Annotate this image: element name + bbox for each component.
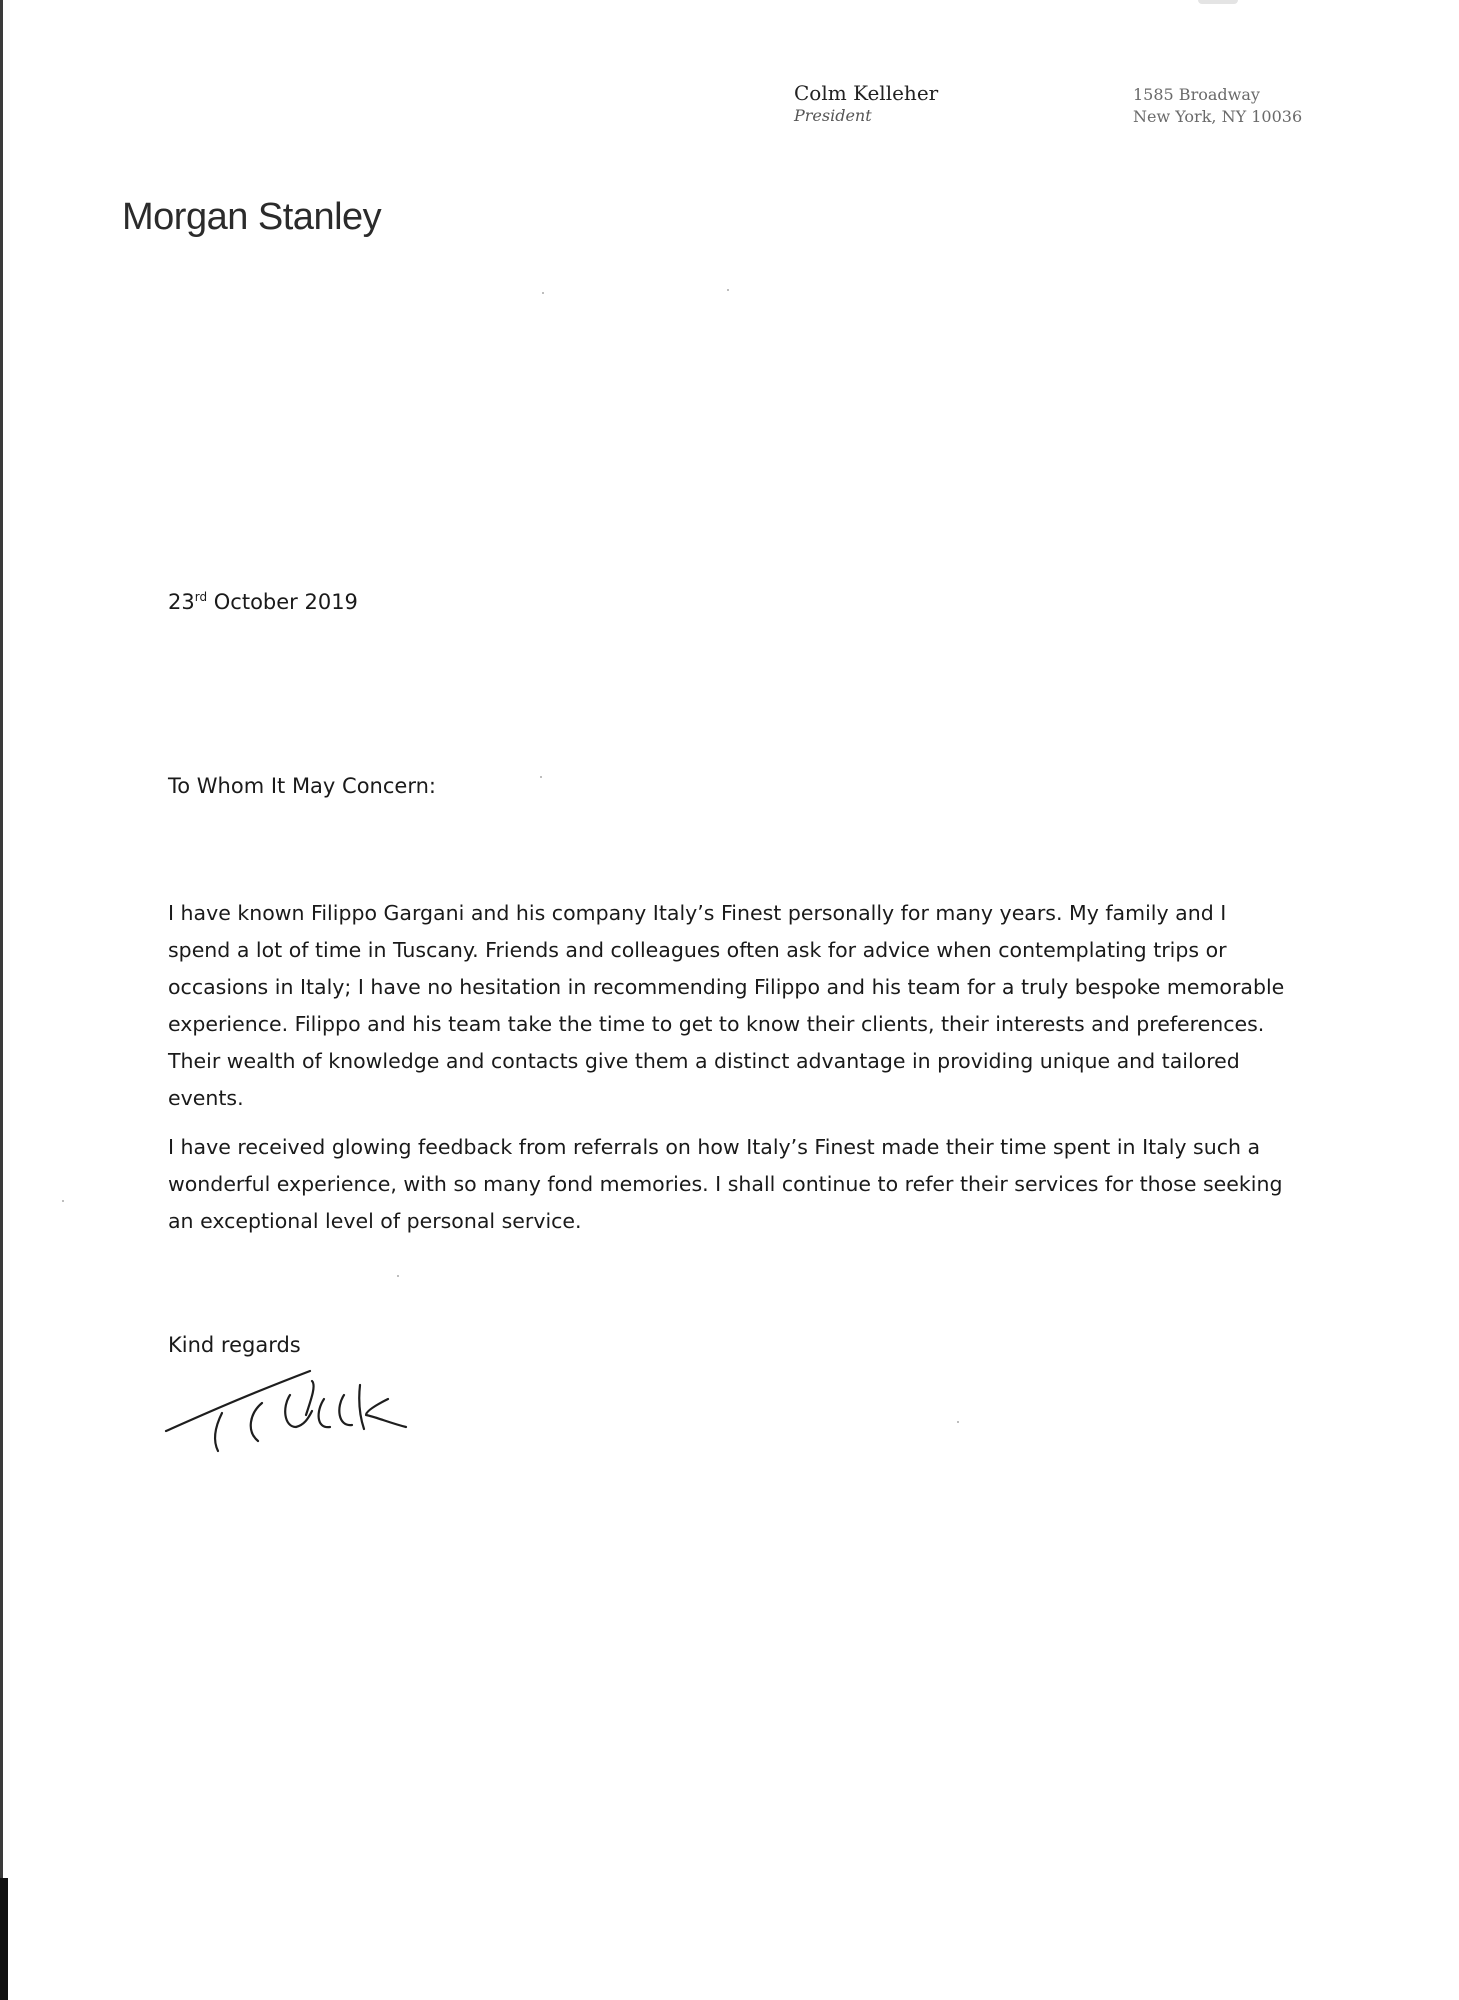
letterhead-sender [794, 80, 938, 126]
date-day: 23 [168, 590, 195, 614]
salutation: To Whom It May Concern: [168, 774, 436, 798]
scan-speck [957, 1421, 959, 1423]
scan-left-edge [0, 0, 3, 2000]
letterhead-address [1133, 84, 1302, 128]
closing: Kind regards [168, 1333, 301, 1357]
body-paragraph-1: I have known Filippo Gargani and his company Italy’s Finest personally for many years. My family and I spend a lot of time in Tuscany. Friends and colleagues often ask for advice when contemplating trips or occasions in Italy; I have no hesitation in recommending Filippo and his team for a truly bespoke memorable experience. Filippo and his team take the time to get to know their clients, their interests and preferences. Their wealth of knowledge and contacts give them a distinct advantage in providing unique and tailored events. [168, 901, 1285, 1110]
scan-speck [542, 292, 544, 294]
scan-speck [397, 1275, 399, 1277]
letter-body [168, 895, 1288, 1252]
address-line-1: 1585 Broadway [1133, 85, 1260, 104]
scan-speck [540, 776, 542, 778]
scan-speck [62, 1200, 64, 1202]
scan-binding-mark [0, 1878, 8, 2000]
date-month-year: October 2019 [207, 590, 358, 614]
scan-speck [727, 289, 729, 291]
date-suffix: rd [194, 590, 208, 604]
body-paragraph-2: I have received glowing feedback from referrals on how Italy’s Finest made their time spent in Italy such a wonderful experience, with so many fond memories. I shall continue to refer their services for those seeking an exceptional level of personal service. [168, 1135, 1283, 1233]
sender-name: Colm Kelleher [794, 81, 939, 105]
scan-blot [1198, 0, 1238, 4]
handwritten-signature [162, 1355, 452, 1455]
address-line-2: New York, NY 10036 [1133, 107, 1303, 126]
company-logo: Morgan Stanley [122, 196, 382, 238]
sender-title: President [794, 106, 872, 125]
letter-date [168, 590, 358, 614]
